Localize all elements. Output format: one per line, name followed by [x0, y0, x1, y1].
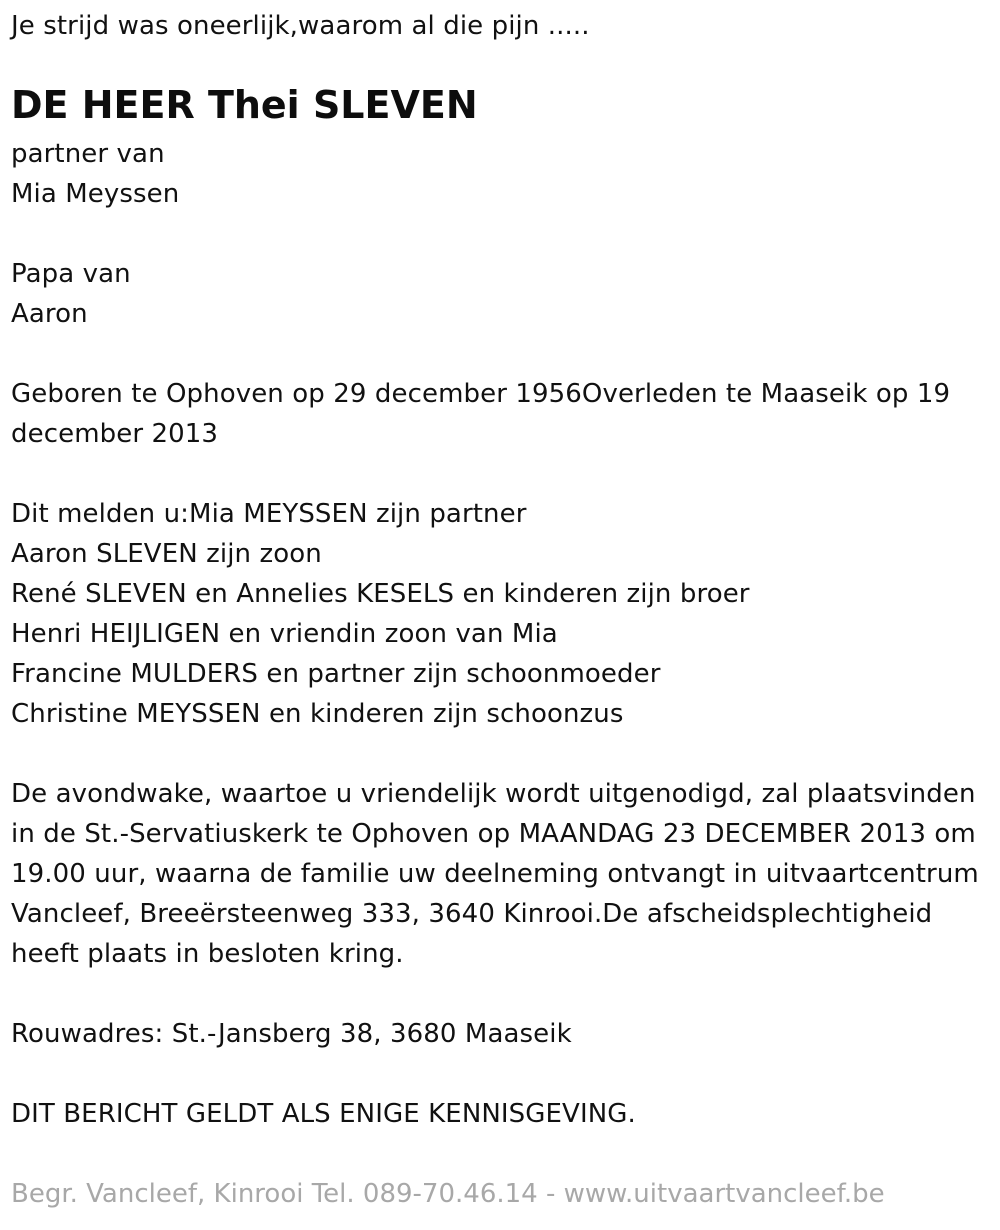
announcer-line: Francine MULDERS en partner zijn schoonmoeder	[11, 659, 661, 689]
child-name: Aaron	[11, 299, 88, 329]
announcer-line: Christine MEYSSEN en kinderen zijn schoonzus	[11, 699, 624, 729]
announcer-line: René SLEVEN en Annelies KESELS en kinderen zijn broer	[11, 579, 750, 609]
funeral-home-footer: Begr. Vancleef, Kinrooi Tel. 089-70.46.14 - www.uitvaartvancleef.be	[11, 1179, 885, 1209]
announcer-line: Dit melden u:Mia MEYSSEN zijn partner	[11, 499, 527, 529]
wake-text: De avondwake, waartoe u vriendelijk wordt uitgenodigd, zal plaatsvinden in de St.-Servatiuskerk te Ophoven op MAANDAG 23 DECEMBER 2013 om 19.00 uur, waarna de familie uw deelneming ontvangt in uitvaartcentrum Vancleef, Breeërsteenweg 333, 3640 Kinrooi.De afscheidsplechtigheid heeft plaats in besloten kring.	[11, 779, 979, 969]
announcer-line: Henri HEIJLIGEN en vriendin zoon van Mia	[11, 619, 558, 649]
notice-text: DIT BERICHT GELDT ALS ENIGE KENNISGEVING.	[11, 1099, 636, 1129]
birth-death-text: Geboren te Ophoven op 29 december 1956Overleden te Maaseik op 19 december 2013	[11, 379, 951, 449]
motto-text: Je strijd was oneerlijk,waarom al die pijn .....	[11, 11, 590, 41]
announcer-line: Aaron SLEVEN zijn zoon	[11, 539, 322, 569]
partner-block	[11, 134, 179, 214]
announcers-list	[11, 494, 750, 734]
mourning-address: Rouwadres: St.-Jansberg 38, 3680 Maaseik	[11, 1019, 572, 1049]
father-block	[11, 254, 131, 334]
partner-name: Mia Meyssen	[11, 179, 180, 209]
partner-label: partner van	[11, 139, 165, 169]
father-label: Papa van	[11, 259, 131, 289]
deceased-name: DE HEER Thei SLEVEN	[11, 83, 478, 127]
